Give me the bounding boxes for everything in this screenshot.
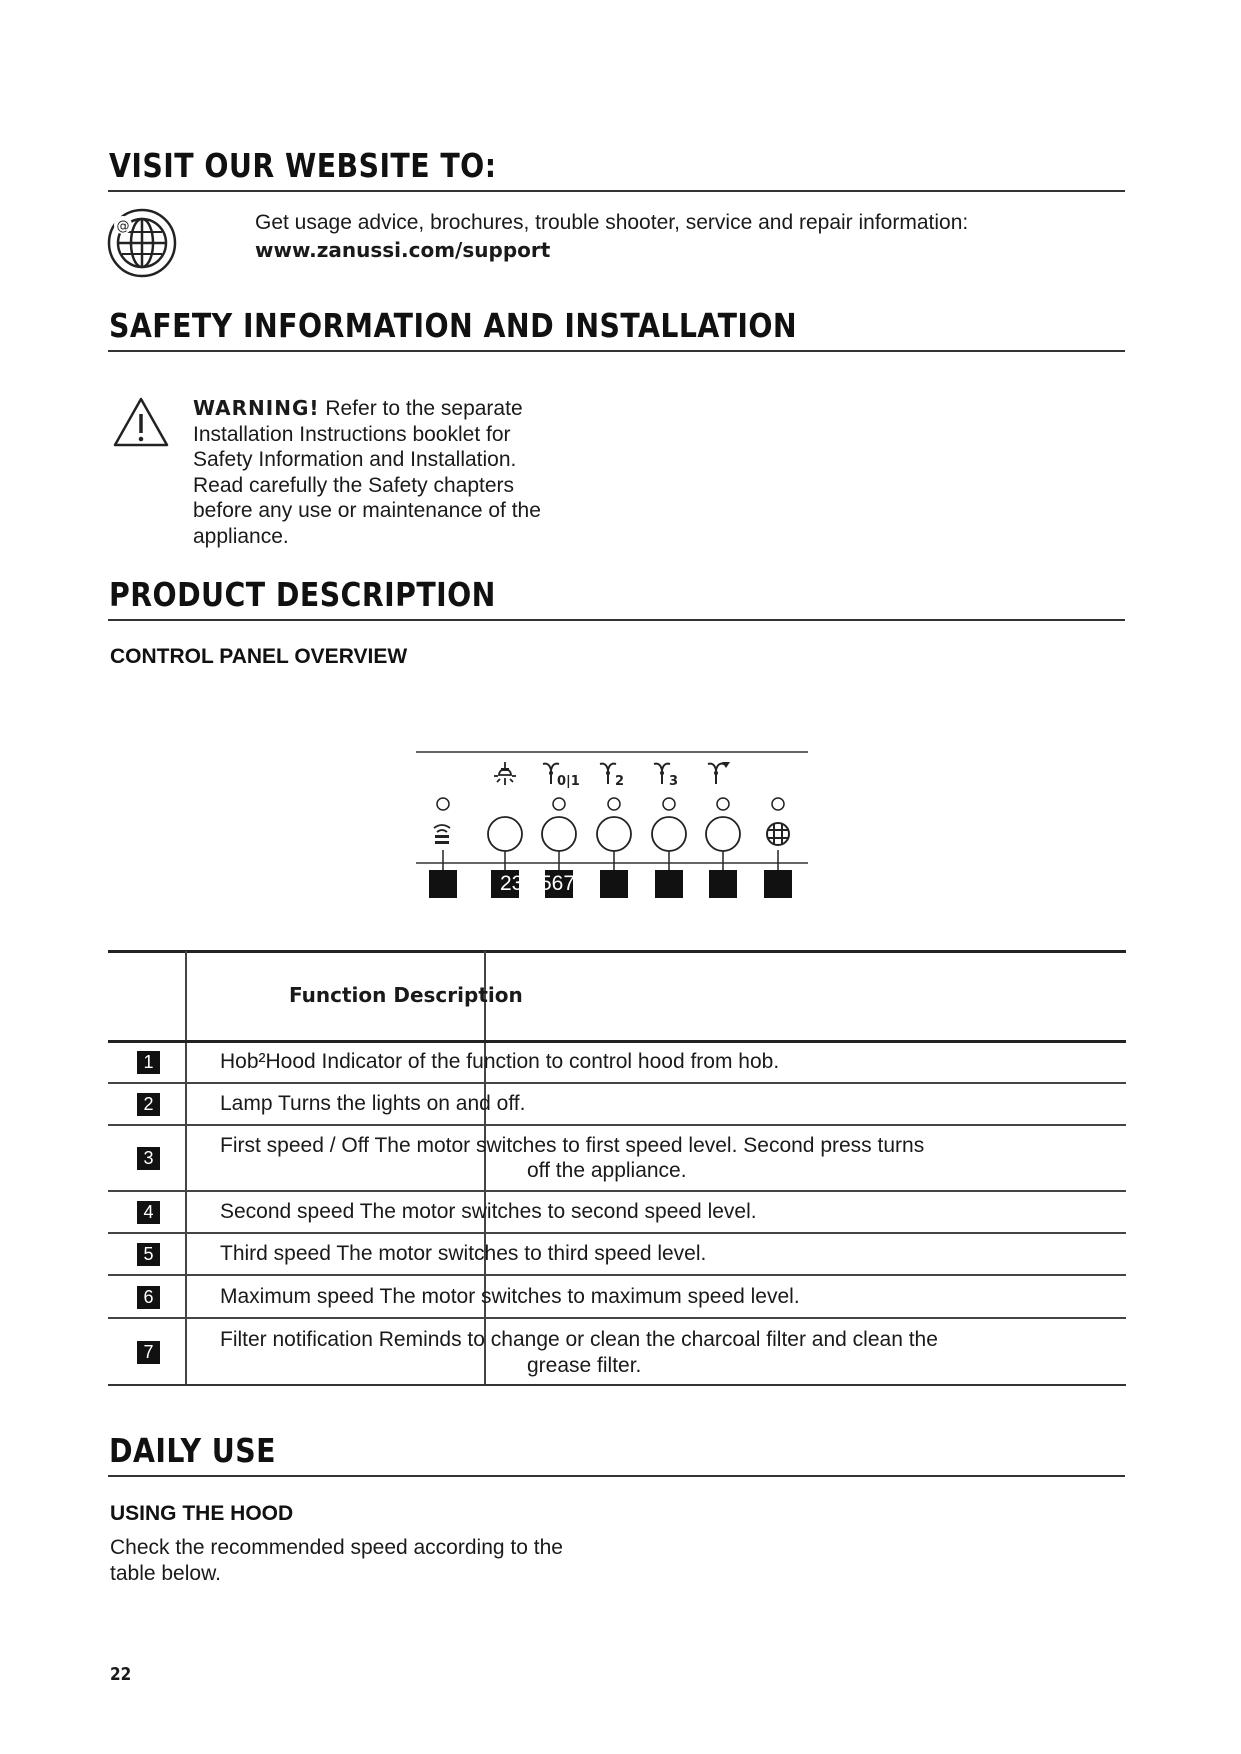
subsection-title-control-panel: CONTROL PANEL OVERVIEW bbox=[110, 645, 408, 668]
table-cell: First speed / Off The motor switches to first speed level. Second press turns bbox=[220, 1134, 925, 1157]
table-header-border bbox=[108, 1040, 1126, 1043]
warning-line: before any use or maintenance of the bbox=[193, 499, 541, 522]
row-divider bbox=[108, 1190, 1126, 1192]
svg-text:2: 2 bbox=[615, 774, 625, 788]
fan-speed-3-icon bbox=[652, 760, 682, 788]
table-cell: Third speed The motor switches to third speed level. bbox=[220, 1242, 707, 1265]
warning-line: Read carefully the Safety chapters bbox=[193, 473, 515, 497]
warning-line: Safety Information and Installation. bbox=[193, 448, 517, 471]
row-divider bbox=[108, 1274, 1126, 1276]
website-description: Get usage advice, brochures, trouble shooter, service and repair information: bbox=[255, 211, 969, 234]
warning-line: Refer to the separate bbox=[319, 397, 523, 420]
table-cell: Filter notification Reminds to change or clean the charcoal filter and clean the bbox=[220, 1328, 938, 1351]
panel-label: 567 bbox=[540, 872, 576, 895]
divider bbox=[108, 350, 1125, 352]
warning-text bbox=[193, 396, 593, 549]
divider bbox=[108, 1475, 1125, 1477]
table-cell: off the appliance. bbox=[527, 1159, 687, 1182]
row-number: 4 bbox=[137, 1201, 160, 1224]
row-number: 5 bbox=[137, 1243, 160, 1266]
divider bbox=[108, 190, 1125, 192]
section-title-product: PRODUCT DESCRIPTION bbox=[109, 575, 496, 614]
warning-label: WARNING! bbox=[193, 396, 320, 420]
row-divider bbox=[108, 1232, 1126, 1234]
row-number: 7 bbox=[137, 1341, 160, 1364]
row-number: 2 bbox=[137, 1093, 160, 1116]
row-number: 6 bbox=[137, 1286, 160, 1309]
svg-text:0|1: 0|1 bbox=[557, 774, 580, 788]
daily-use-text bbox=[110, 1535, 563, 1586]
row-number: 3 bbox=[137, 1147, 160, 1170]
divider bbox=[108, 619, 1125, 621]
panel-marker-5 bbox=[655, 870, 683, 898]
row-divider bbox=[108, 1082, 1126, 1084]
panel-marker-7 bbox=[764, 870, 792, 898]
section-title-website: VISIT OUR WEBSITE TO: bbox=[109, 146, 497, 185]
row-number: 1 bbox=[137, 1051, 160, 1074]
table-top-border bbox=[108, 950, 1126, 953]
table-bottom-border bbox=[108, 1384, 1126, 1386]
table-cell: Second speed The motor switches to second speed level. bbox=[220, 1200, 757, 1223]
panel-marker-6 bbox=[709, 870, 737, 898]
warning-line: Installation Instructions booklet for bbox=[193, 422, 511, 446]
fan-max-icon bbox=[706, 760, 736, 788]
hob2hood-icon bbox=[430, 822, 454, 846]
row-divider bbox=[108, 1317, 1126, 1319]
panel-label: 23 bbox=[500, 872, 524, 895]
table-column-divider bbox=[185, 951, 187, 1386]
daily-use-line: Check the recommended speed according to the bbox=[110, 1536, 563, 1559]
fan-speed-0-1-icon bbox=[541, 760, 581, 788]
table-column-divider bbox=[484, 951, 486, 1386]
table-cell: grease filter. bbox=[527, 1354, 642, 1377]
fan-speed-2-icon bbox=[598, 760, 628, 788]
panel-marker-1 bbox=[429, 870, 457, 898]
page-number: 22 bbox=[110, 1664, 132, 1685]
row-divider bbox=[108, 1124, 1126, 1126]
section-title-safety: SAFETY INFORMATION AND INSTALLATION bbox=[109, 306, 798, 345]
warning-triangle-icon bbox=[112, 396, 170, 448]
svg-text:3: 3 bbox=[669, 774, 679, 788]
section-title-daily-use: DAILY USE bbox=[109, 1431, 276, 1470]
svg-text:@: @ bbox=[116, 219, 130, 234]
filter-grid-icon bbox=[765, 821, 791, 847]
table-header: Function Description bbox=[289, 983, 523, 1007]
website-link[interactable]: www.zanussi.com/support bbox=[255, 238, 551, 262]
daily-use-line: table below. bbox=[110, 1561, 221, 1585]
table-cell: Lamp Turns the lights on and off. bbox=[220, 1092, 526, 1115]
table-cell: Hob²Hood Indicator of the function to control hood from hob. bbox=[220, 1050, 780, 1073]
warning-line: appliance. bbox=[193, 524, 289, 548]
lamp-icon bbox=[492, 761, 518, 787]
subsection-title-using-hood: USING THE HOOD bbox=[110, 1502, 294, 1525]
globe-at-icon bbox=[107, 208, 177, 278]
panel-marker-4 bbox=[600, 870, 628, 898]
table-cell: Maximum speed The motor switches to maximum speed level. bbox=[220, 1285, 800, 1308]
